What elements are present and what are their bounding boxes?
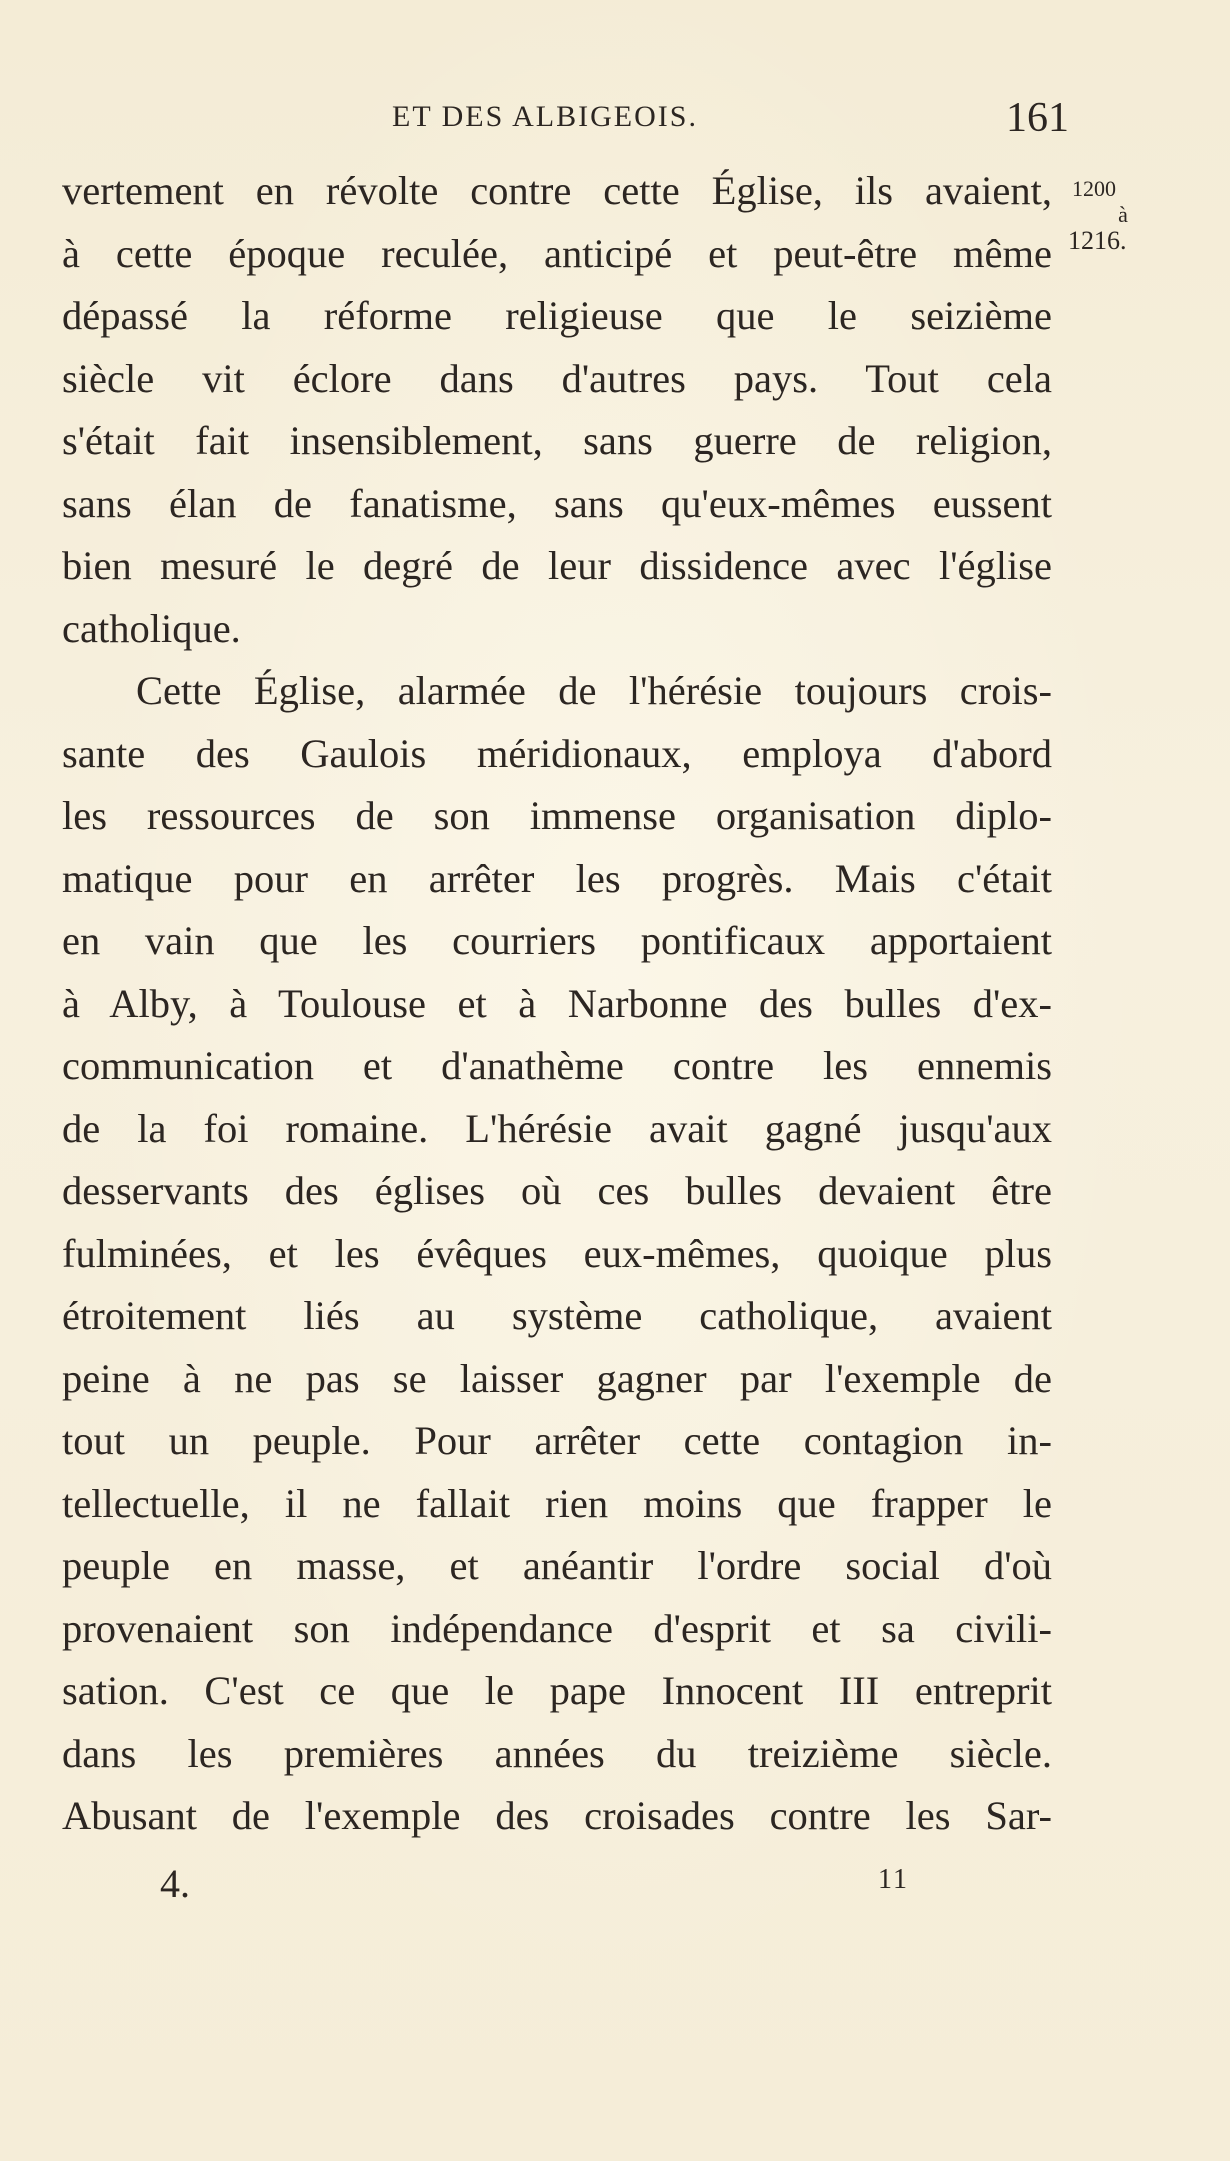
text-line: tellectuelle, il ne fallait rien moins que frapper le [62,1480,1052,1526]
text-line: les ressources de son immense organisation diplo- [62,793,1052,838]
text-line: à cette époque reculée, anticipé et peut-être même [62,230,1052,276]
body-text [62,160,1052,1848]
text-line: à Alby, à Toulouse et à Narbonne des bulles d'ex- [62,980,1052,1026]
text-line: sante des Gaulois méridionaux, employa d'abord [62,730,1052,776]
margin-date-range [1068,176,1178,254]
margin-date-separator: à [1118,202,1128,227]
text-line: fulminées, et les évêques eux-mêmes, quoique plus [62,1230,1052,1276]
signature-mark: 4. [160,1861,190,1906]
page-number: 161 [1006,95,1069,141]
text-line: desservants des églises où ces bulles devaient être [62,1168,1052,1213]
text-line: de la foi romaine. L'hérésie avait gagné jusqu'aux [62,1105,1052,1151]
text-line: sans élan de fanatisme, sans qu'eux-mêmes eussent [62,480,1052,526]
sheet-number: 11 [878,1864,909,1895]
text-line: bien mesuré le degré de leur dissidence avec l'église [62,543,1052,588]
margin-date-start: 1200 [1072,176,1116,201]
running-title: ET DES ALBIGEOIS. [392,100,698,133]
text-line: siècle vit éclore dans d'autres pays. Tout cela [62,355,1052,401]
text-line: catholique. [62,605,241,651]
text-line: matique pour en arrêter les progrès. Mais c'était [62,855,1052,901]
text-line: dans les premières années du treizième siècle. [62,1730,1052,1776]
text-line: étroitement liés au système catholique, avaient [62,1293,1052,1338]
text-line: peine à ne pas se laisser gagner par l'exemple de [62,1355,1052,1401]
text-line: s'était fait insensiblement, sans guerre de religion, [62,418,1052,463]
text-line: dépassé la réforme religieuse que le seizième [62,293,1052,338]
text-line: vertement en révolte contre cette Église, ils avaient, [62,168,1052,213]
text-line: tout un peuple. Pour arrêter cette contagion in- [62,1418,1052,1463]
text-line: sation. C'est ce que le pape Innocent III entreprit [62,1668,1052,1713]
text-line: provenaient son indépendance d'esprit et sa civili- [62,1605,1052,1651]
text-line: en vain que les courriers pontificaux apportaient [62,918,1052,963]
text-line: Abusant de l'exemple des croisades contre les Sar- [62,1793,1052,1838]
text-line: Cette Église, alarmée de l'hérésie toujours crois- [136,668,1052,713]
text-line: communication et d'anathème contre les ennemis [62,1043,1052,1088]
margin-date-end: 1216. [1068,226,1127,255]
text-line: peuple en masse, et anéantir l'ordre social d'où [62,1543,1052,1588]
